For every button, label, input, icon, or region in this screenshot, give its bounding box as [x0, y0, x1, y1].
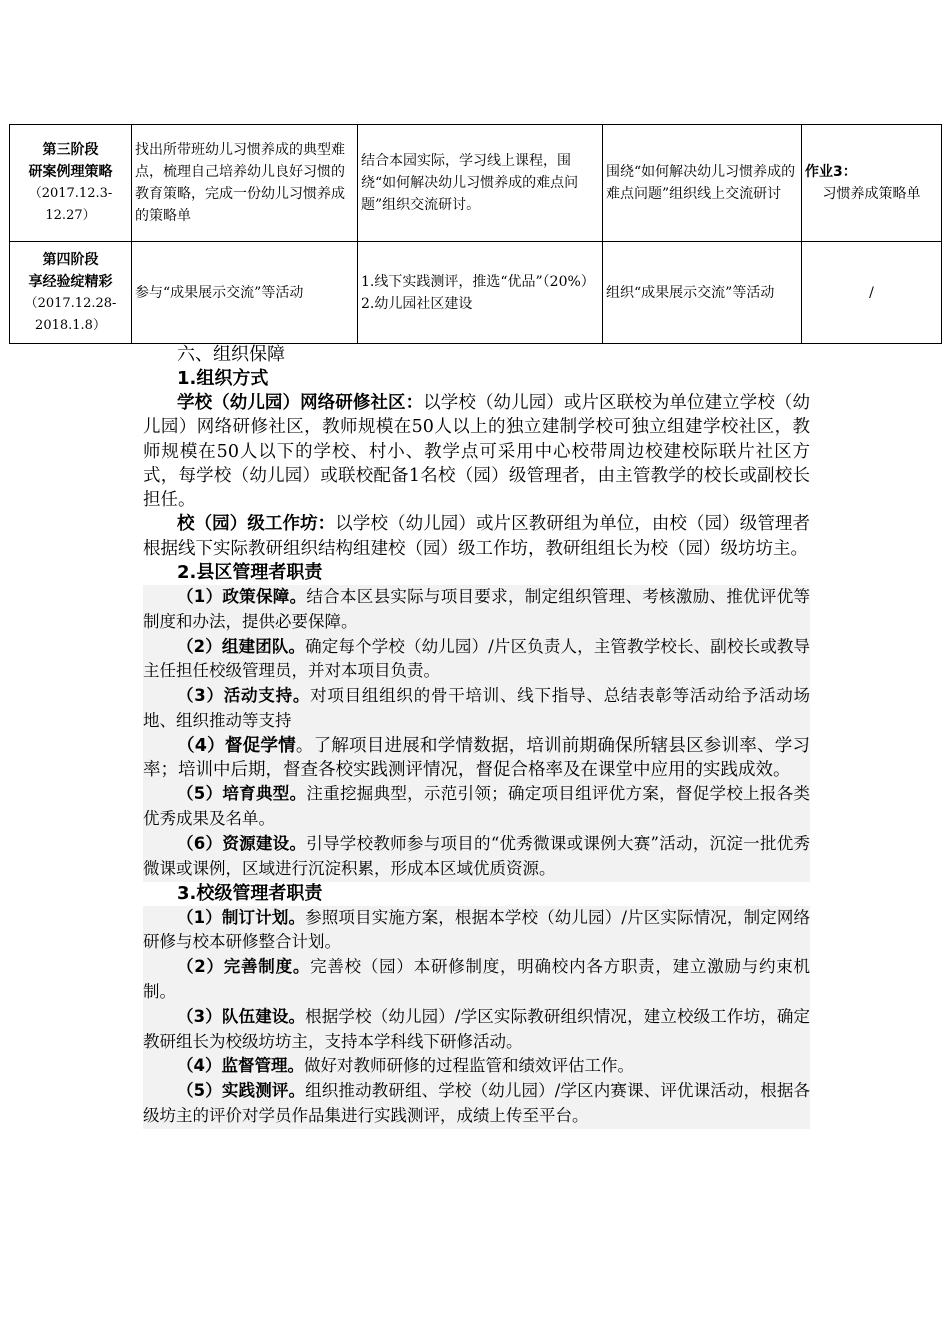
list-item — [143, 684, 810, 734]
list-item — [143, 832, 810, 882]
offline-activity-cell — [358, 242, 603, 344]
paragraph-text: 以学校（幼儿园）或片区联校为单位建立学校（幼儿园）网络研修社区，教师规模在50人以上的独立建制学校可独立组建学校社区，教师规模在50人以下的学校、村小、教学点可采用中心校带周边校建校际联片社区方式，每学校（幼儿园）或联校配备1名校（园）级管理者，由主管教学的校长或副校长担任。 — [143, 393, 811, 511]
item-text: 根据学校（幼儿园）/学区实际教研组织情况，建立校级工作坊，确定教研组长为校级坊坊主，支持本学科线下研修活动。 — [143, 1006, 811, 1051]
section-title: 六、组织保障 — [177, 344, 285, 365]
stage-title: 第三阶段 — [42, 142, 99, 158]
table-row — [10, 242, 942, 344]
stage-cell — [10, 242, 132, 344]
list-item — [143, 955, 810, 1005]
subsection-heading: 2.县区管理者职责 — [177, 562, 323, 584]
stage-plan-table — [9, 124, 942, 344]
subsection-heading: 3.校级管理者职责 — [177, 882, 323, 904]
paragraph-lead: 学校（幼儿园）网络研修社区： — [177, 393, 424, 413]
item-text: 组织推动教研组、学校（幼儿园）/学区内赛课、评优课活动，根据各级坊主的评价对学员作品集进行实践测评，成绩上传至平台。 — [143, 1081, 811, 1126]
stage-date: （2017.12.28-2018.1.8） — [24, 295, 117, 333]
item-lead: （1）制订计划。 — [177, 907, 306, 927]
online-activity-cell: 组织“成果展示交流”等活动 — [603, 242, 802, 344]
stage-title: 第四阶段 — [42, 251, 99, 268]
homework-desc: 习惯养成策略单 — [822, 186, 921, 202]
item-text: 做好对教师研修的过程监管和绩效评估工作。 — [303, 1056, 634, 1076]
list-item — [143, 585, 810, 635]
paragraph-text: 以学校（幼儿园）或片区教研组为单位，由校（园）级管理者根据线下实际教研组织结构组建校（园）级工作坊，教研组组长为校（园）级坊坊主。 — [143, 514, 811, 559]
list-item — [143, 1054, 810, 1079]
list-item — [143, 782, 810, 832]
item-lead: （2）完善制度。 — [177, 957, 311, 977]
stage-subtitle: 研案例理策略 — [28, 164, 113, 180]
online-activity-cell: 围绕“如何解决幼儿习惯养成的难点问题”组织线上交流研讨 — [603, 125, 802, 242]
list-item — [143, 635, 810, 685]
task-cell: 找出所带班幼儿习惯养成的典型难点，梳理自己培养幼儿良好习惯的教育策略，完成一份幼儿习惯养成的策略单 — [132, 125, 358, 242]
item-lead: （4）监督管理。 — [177, 1056, 304, 1076]
list-item — [143, 1079, 810, 1129]
homework-cell — [802, 125, 942, 242]
homework-title: 作业3： — [805, 164, 857, 180]
item-lead: （3）队伍建设。 — [177, 1006, 306, 1026]
item-lead: （3）活动支持。 — [177, 686, 311, 706]
offline-item: 2.幼儿园社区建设 — [361, 295, 473, 312]
item-lead: （2）组建团队。 — [177, 636, 306, 656]
list-item — [143, 734, 810, 783]
paragraph-lead: 校（园）级工作坊： — [177, 514, 336, 535]
item-lead: （5）实践测评。 — [177, 1081, 306, 1101]
item-text: 完善校（园）本研修制度，明确校内各方职责，建立激励与约束机制。 — [143, 957, 811, 1002]
item-text: 确定每个学校（幼儿园）/片区负责人，主管教学校长、副校长或教导主任担任校级管理员，并对本项目负责。 — [143, 636, 811, 681]
item-text: 引导学校教师参与项目的“优秀微课或课例大赛”活动，沉淀一批优秀微课或课例，区域进行沉淀积累，形成本区域优质资源。 — [143, 834, 811, 878]
item-lead: （4）督促学情 — [177, 735, 296, 756]
offline-activity-cell: 结合本园实际，学习线上课程，围绕“如何解决幼儿习惯养成的难点问题”组织交流研讨。 — [358, 125, 603, 242]
item-lead: （1）政策保障。 — [177, 587, 307, 607]
table-row — [10, 125, 942, 242]
offline-item: 1.线下实践测评，推选“优品”（20%） — [361, 273, 595, 290]
item-text: 注重挖掘典型，示范引领；确定项目组评优方案，督促学校上报各类优秀成果及名单。 — [143, 784, 811, 829]
item-text: 。了解项目进展和学情数据，培训前期确保所辖县区参训率、学习率；培训中后期，督查各校实践测评情况，督促合格率及在课堂中应用的实践成效。 — [143, 735, 810, 781]
homework-cell: / — [802, 242, 942, 344]
paragraph-workshop — [143, 512, 810, 561]
item-lead: （5）培育典型。 — [177, 784, 307, 804]
item-text: 结合本区县实际与项目要求，制定组织管理、考核激励、推优评优等制度和办法，提供必要保障。 — [143, 587, 811, 631]
item-text: 参照项目实施方案，根据本学校（幼儿园）/片区实际情况，制定网络研修与校本研修整合计划。 — [143, 907, 811, 952]
list-item — [143, 1005, 810, 1055]
stage-subtitle: 享经验绽精彩 — [28, 273, 113, 290]
section-body — [143, 343, 810, 1129]
stage-cell — [10, 125, 132, 242]
item-lead: （6）资源建设。 — [177, 834, 307, 854]
task-cell: 参与“成果展示交流”等活动 — [132, 242, 358, 344]
stage-date: （2017.12.3-12.27） — [28, 186, 113, 223]
item-text: 对项目组组织的骨干培训、线下指导、总结表彰等活动给予活动场地、组织推动等支持 — [143, 686, 811, 731]
subsection-heading: 1.组织方式 — [177, 368, 269, 389]
paragraph-network-community — [143, 391, 810, 512]
list-item — [143, 906, 810, 956]
